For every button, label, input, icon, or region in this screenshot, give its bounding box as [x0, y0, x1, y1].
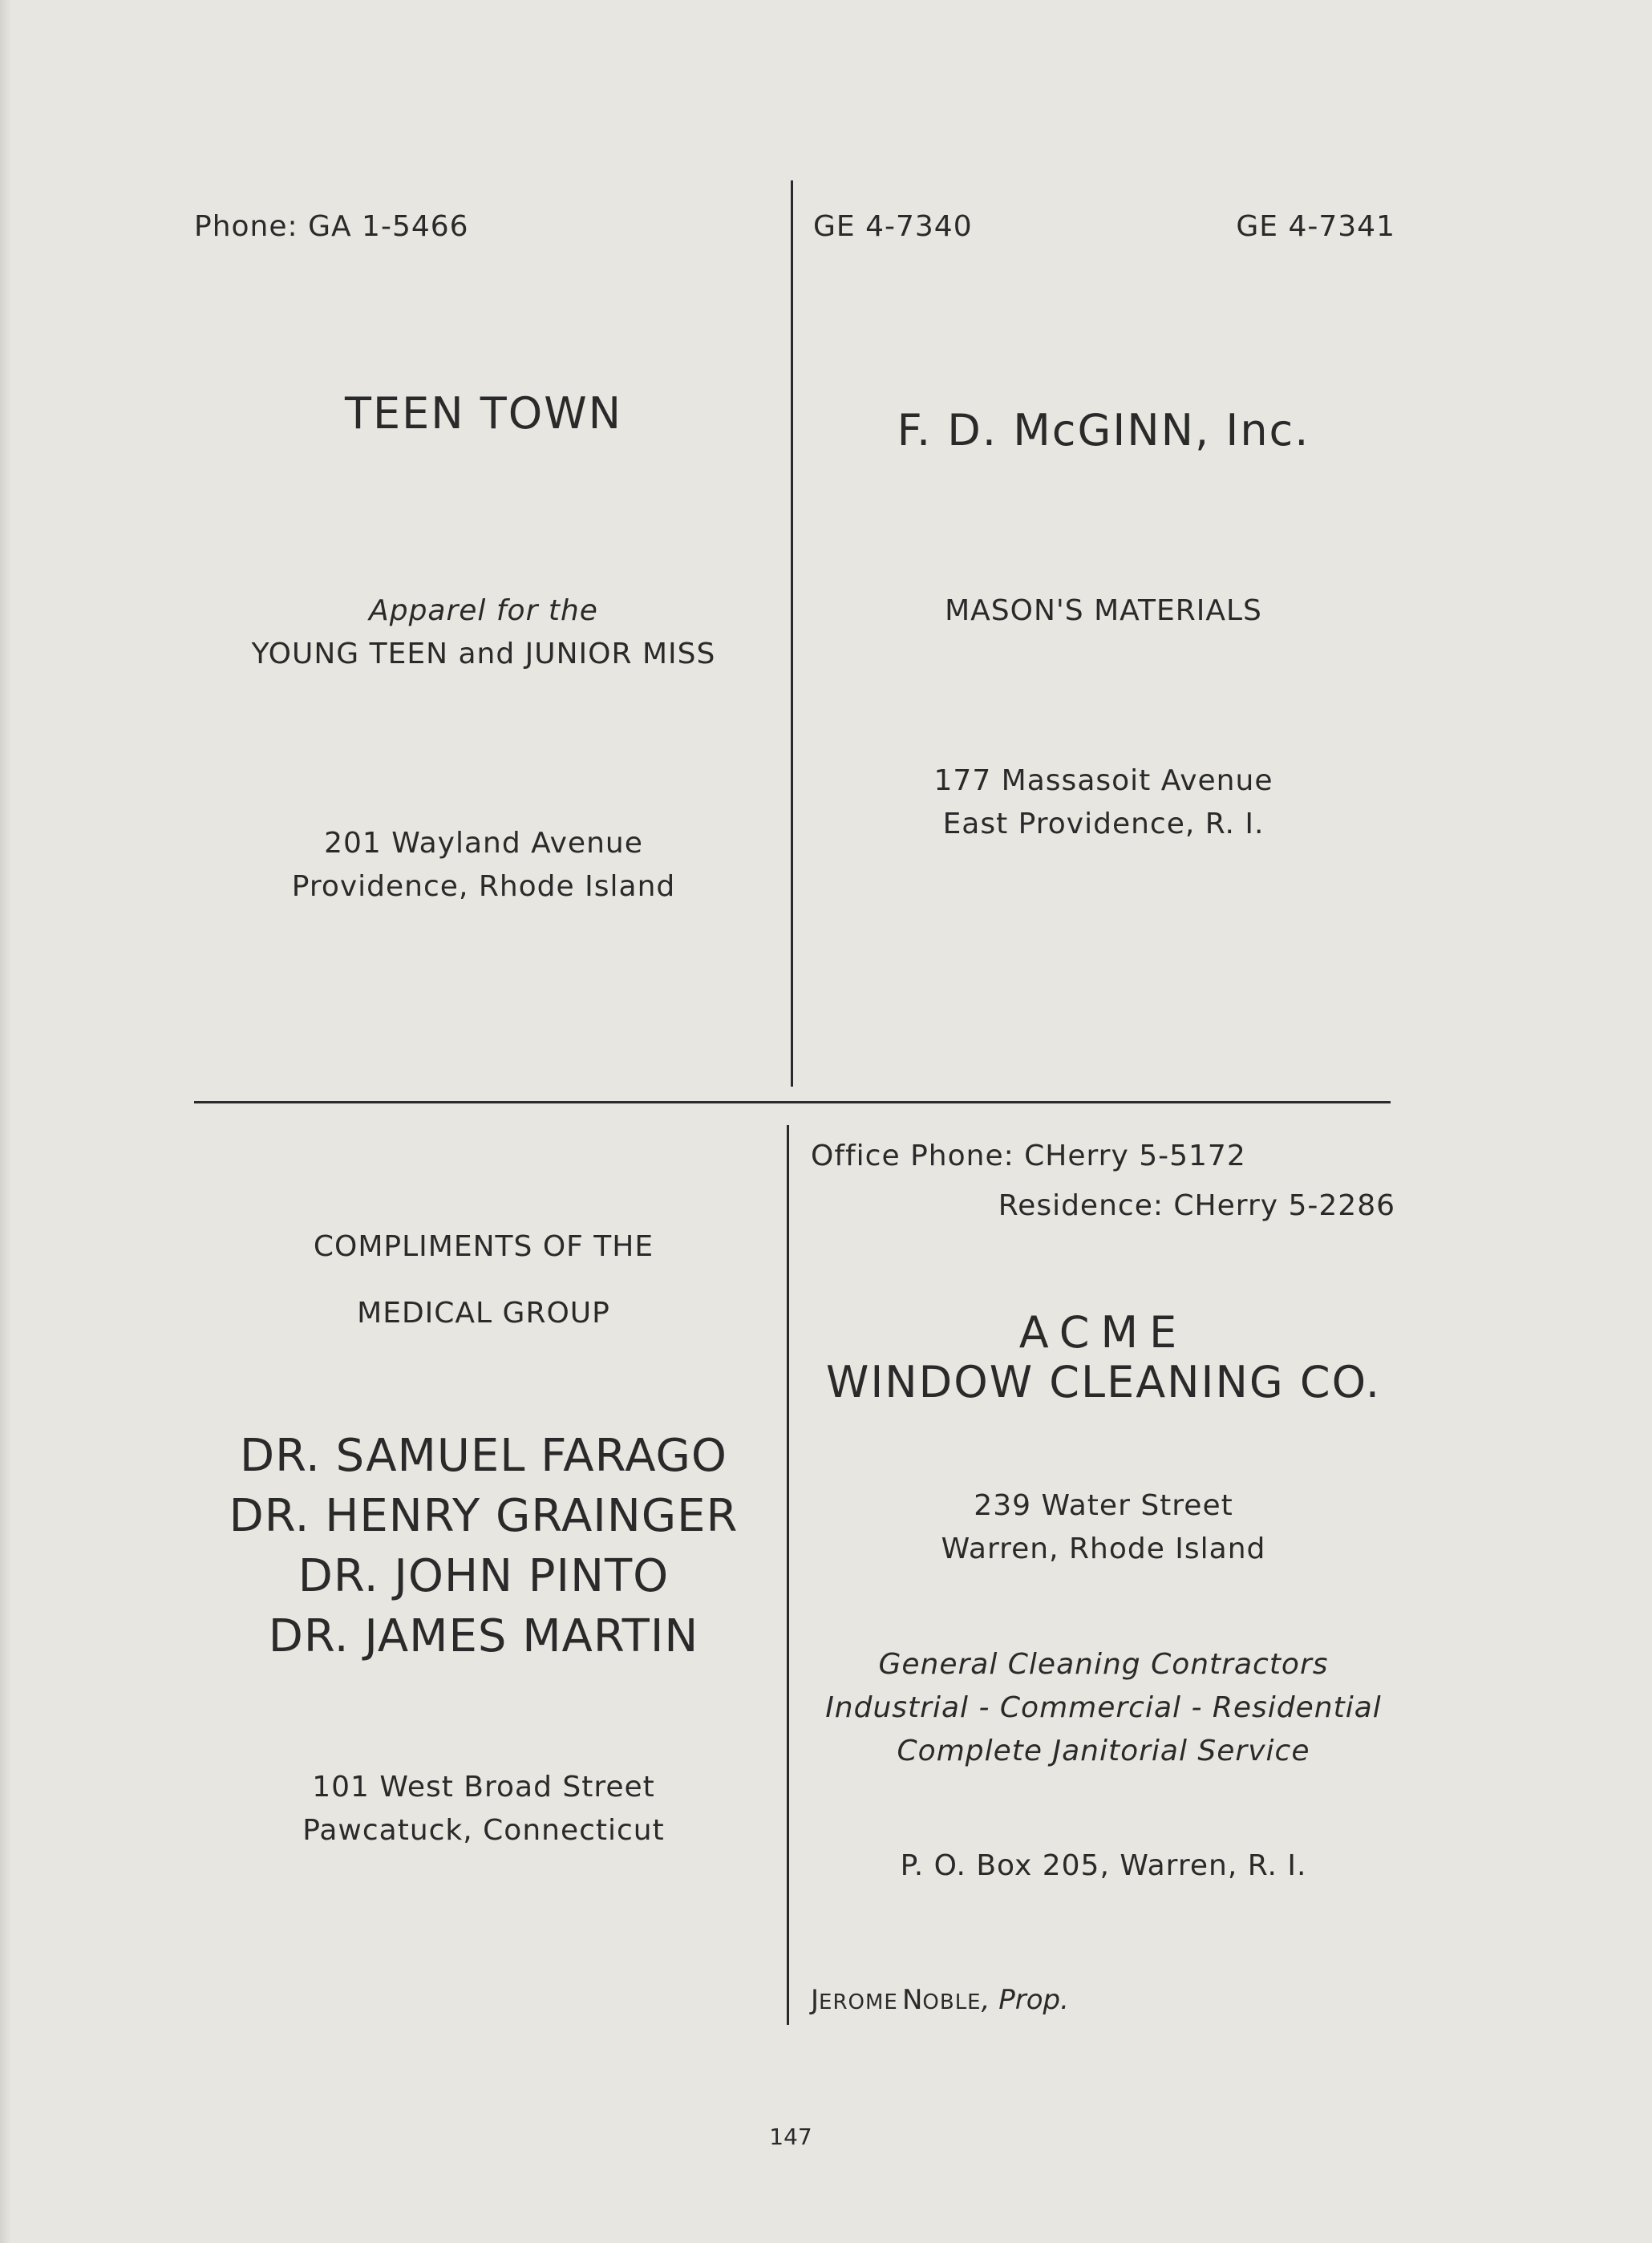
proprietor-first-initial: J	[811, 1984, 820, 2016]
acme-services-1: General Cleaning Contractors	[878, 1648, 1329, 1681]
mcginn-tagline: MASON'S MATERIALS	[945, 594, 1262, 627]
doctor-name: DR. HENRY GRAINGER	[229, 1490, 739, 1542]
page-binding-edge	[0, 0, 11, 2243]
page-number: 147	[769, 2124, 812, 2150]
mcginn-phone-1: GE 4-7340	[813, 210, 973, 243]
teen-town-phone: Phone: GA 1-5466	[194, 210, 469, 243]
mcginn-name: F. D. McGINN, Inc.	[897, 405, 1310, 455]
proprietor-suffix: , Prop.	[981, 1984, 1069, 2016]
teen-town-tagline-2: YOUNG TEEN and JUNIOR MISS	[251, 638, 716, 670]
mcginn-address-2: East Providence, R. I.	[942, 808, 1265, 840]
teen-town-address-2: Providence, Rhode Island	[291, 870, 676, 903]
medical-address-1: 101 West Broad Street	[312, 1771, 655, 1804]
vertical-divider-top	[791, 180, 793, 1087]
acme-services-2: Industrial - Commercial - Residential	[825, 1691, 1382, 1724]
proprietor-last-rest: OBLE	[922, 1990, 982, 2014]
mcginn-address-1: 177 Massasoit Avenue	[933, 764, 1273, 797]
acme-po-box: P. O. Box 205, Warren, R. I.	[900, 1849, 1307, 1882]
horizontal-divider	[194, 1101, 1391, 1103]
medical-compliments-1: COMPLIMENTS OF THE	[313, 1230, 654, 1263]
teen-town-address-1: 201 Wayland Avenue	[324, 827, 643, 860]
teen-town-tagline-1: Apparel for the	[369, 594, 598, 627]
acme-name-2: WINDOW CLEANING CO.	[825, 1357, 1382, 1407]
acme-services-3: Complete Janitorial Service	[897, 1735, 1310, 1767]
mcginn-phone-2: GE 4-7341	[1236, 210, 1395, 243]
acme-office-phone: Office Phone: CHerry 5-5172	[811, 1140, 1246, 1172]
medical-address-2: Pawcatuck, Connecticut	[302, 1814, 665, 1847]
acme-name-1: ACME	[1018, 1307, 1188, 1358]
teen-town-name: TEEN TOWN	[344, 388, 623, 439]
doctor-name: DR. SAMUEL FARAGO	[239, 1430, 728, 1482]
acme-proprietor	[811, 1984, 1069, 2016]
vertical-divider-bottom	[787, 1125, 789, 2025]
medical-compliments-2: MEDICAL GROUP	[357, 1297, 610, 1330]
acme-address-2: Warren, Rhode Island	[941, 1532, 1266, 1565]
proprietor-first-rest: EROME	[819, 1990, 898, 2014]
acme-address-1: 239 Water Street	[974, 1489, 1233, 1522]
acme-residence-phone: Residence: CHerry 5-2286	[998, 1189, 1395, 1222]
proprietor-last-initial: N	[901, 1984, 923, 2016]
doctor-name: DR. JOHN PINTO	[298, 1550, 670, 1602]
doctor-name: DR. JAMES MARTIN	[268, 1610, 699, 1662]
